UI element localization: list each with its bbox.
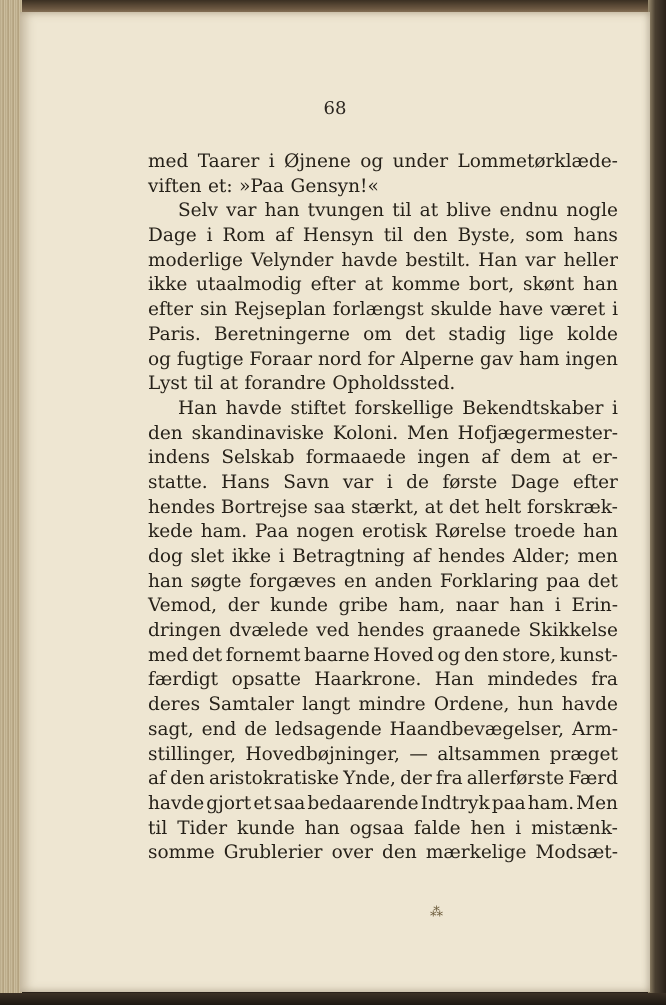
word: nogle bbox=[566, 200, 618, 222]
word: han bbox=[304, 817, 340, 839]
word: at bbox=[424, 496, 444, 518]
text-line bbox=[148, 446, 618, 471]
word: kunde bbox=[270, 595, 328, 617]
word: kunde bbox=[237, 817, 295, 839]
word: men bbox=[577, 546, 618, 567]
word: Hovedbøjninger, bbox=[245, 743, 400, 765]
word: over bbox=[331, 842, 373, 864]
word: i bbox=[612, 397, 618, 419]
word: været bbox=[550, 299, 606, 321]
word: Alder; bbox=[512, 546, 570, 567]
word: Samtaler bbox=[208, 694, 294, 716]
word: langt bbox=[302, 694, 351, 716]
text-line bbox=[148, 817, 618, 842]
word: Taarer bbox=[197, 151, 260, 172]
word: lige bbox=[519, 323, 554, 345]
word: til bbox=[148, 817, 168, 839]
word: helt bbox=[484, 496, 522, 518]
word: stillinger, bbox=[148, 743, 236, 765]
word: en bbox=[343, 570, 367, 592]
word: dvælede bbox=[229, 620, 309, 642]
text-line bbox=[148, 199, 618, 224]
word: have bbox=[498, 299, 544, 321]
word: ham, bbox=[398, 595, 446, 617]
word: ingen bbox=[565, 348, 618, 370]
page-number: 68 bbox=[323, 98, 347, 119]
word: Hoved bbox=[373, 644, 434, 666]
word: mærkelige bbox=[425, 842, 527, 864]
word: komme bbox=[391, 274, 461, 296]
word: forgæves bbox=[249, 570, 337, 592]
word: af bbox=[412, 546, 431, 567]
word: søgte bbox=[190, 570, 242, 592]
word: nord bbox=[317, 348, 362, 370]
word: gjort bbox=[206, 792, 252, 814]
text-line bbox=[148, 249, 618, 274]
word: Forklaring bbox=[439, 570, 539, 592]
word: i bbox=[515, 817, 522, 839]
word: sin bbox=[199, 299, 228, 321]
word: Bortrejse bbox=[220, 496, 308, 518]
text-line bbox=[148, 422, 618, 447]
word: falde bbox=[414, 817, 461, 839]
word: opsatte bbox=[231, 669, 301, 691]
word: bestilt. bbox=[405, 249, 471, 271]
word: tvungen bbox=[307, 200, 385, 222]
word: der bbox=[227, 595, 260, 617]
word: det bbox=[405, 323, 436, 345]
word: Savn bbox=[283, 471, 330, 493]
word: Ordene, bbox=[433, 694, 510, 716]
word: af bbox=[275, 225, 293, 247]
word: Tider bbox=[177, 817, 228, 839]
word: Betragtning bbox=[292, 546, 405, 567]
word: baarne bbox=[304, 644, 370, 666]
page-bottom-edge bbox=[0, 993, 666, 1005]
text-line bbox=[148, 471, 618, 496]
word: paa bbox=[491, 792, 526, 814]
text-line bbox=[148, 298, 618, 323]
word: skandinaviske bbox=[191, 422, 324, 444]
word: Ynde, bbox=[343, 768, 396, 790]
word: hendes bbox=[357, 620, 425, 642]
word: ingen bbox=[417, 447, 470, 469]
word: heller bbox=[563, 249, 618, 271]
word: viften bbox=[148, 175, 202, 197]
text-line bbox=[148, 397, 618, 422]
word: ikke bbox=[148, 274, 188, 296]
word: blive bbox=[446, 200, 492, 222]
word: Selv bbox=[178, 200, 218, 222]
word: saa bbox=[313, 496, 346, 518]
word: Lyst bbox=[148, 373, 188, 395]
word: han bbox=[509, 595, 545, 617]
word: efter bbox=[310, 274, 356, 296]
word: troede bbox=[514, 521, 576, 543]
word: Han bbox=[178, 397, 218, 419]
word: og bbox=[148, 348, 171, 370]
book-page bbox=[20, 12, 650, 992]
word: deres bbox=[148, 694, 201, 716]
word: fra bbox=[591, 669, 618, 691]
word: havde bbox=[341, 249, 398, 271]
word: var bbox=[342, 471, 374, 493]
word: dringen bbox=[148, 620, 222, 642]
word: Skikkelse bbox=[528, 620, 618, 642]
word: gav bbox=[479, 348, 514, 370]
word: bort, bbox=[469, 274, 515, 296]
word: efter bbox=[572, 471, 618, 493]
word: han bbox=[583, 274, 618, 296]
word: erotisk bbox=[361, 521, 427, 543]
word: Rejseplan bbox=[234, 299, 326, 321]
word: Haarkrone. bbox=[314, 669, 422, 691]
word: allerførste bbox=[466, 768, 565, 790]
word: den bbox=[382, 842, 417, 864]
text-line bbox=[148, 348, 618, 373]
word: »Paa bbox=[239, 175, 285, 197]
word: naar bbox=[455, 595, 499, 617]
word: ham bbox=[519, 348, 560, 370]
text-line bbox=[148, 545, 618, 570]
word: ogsaa bbox=[349, 817, 405, 839]
word: Rom bbox=[222, 225, 266, 247]
word: — bbox=[409, 743, 428, 765]
text-line bbox=[148, 570, 618, 595]
word: og bbox=[360, 151, 384, 172]
word: Alperne bbox=[400, 348, 475, 370]
word: i bbox=[386, 471, 393, 493]
binding-shadow bbox=[648, 0, 666, 1005]
word: havde bbox=[225, 397, 282, 419]
word: mindre bbox=[358, 694, 426, 716]
word: Paa bbox=[254, 521, 289, 543]
word: ved bbox=[316, 620, 350, 642]
word: Lommetørklæde- bbox=[457, 151, 618, 172]
word: Opholdssted. bbox=[332, 373, 456, 395]
word: ham. bbox=[200, 521, 248, 543]
word: den bbox=[148, 422, 183, 444]
word: forlængst bbox=[332, 299, 424, 321]
printer-mark: ⁂ bbox=[430, 905, 443, 920]
word: den bbox=[464, 644, 499, 666]
word: Rørelse bbox=[434, 521, 507, 543]
word: var bbox=[525, 249, 556, 271]
word: Han bbox=[478, 249, 518, 271]
text-line bbox=[148, 767, 618, 792]
word: med bbox=[148, 151, 189, 172]
word: at bbox=[419, 200, 439, 222]
word: store, bbox=[502, 644, 557, 666]
word: Gensyn!« bbox=[290, 175, 379, 197]
word: Selskab bbox=[221, 447, 295, 469]
word: forskellige bbox=[354, 397, 454, 419]
text-line bbox=[148, 150, 618, 175]
word: saa bbox=[273, 792, 306, 814]
word: det bbox=[587, 570, 618, 592]
word: den bbox=[412, 225, 448, 247]
word: for bbox=[367, 348, 395, 370]
word: Hofjægermester- bbox=[457, 422, 618, 444]
word: havde bbox=[561, 694, 618, 716]
word: det bbox=[191, 644, 223, 666]
word: altsammen bbox=[437, 743, 541, 765]
word: bedaarende bbox=[307, 792, 419, 814]
word: kede bbox=[148, 521, 193, 543]
word: hun bbox=[517, 694, 554, 716]
word: Dage bbox=[148, 225, 197, 247]
word: kunst- bbox=[559, 644, 618, 666]
word: et bbox=[253, 792, 272, 814]
word: aristokratiske bbox=[208, 768, 339, 790]
word: som bbox=[525, 225, 564, 247]
word: hen bbox=[470, 817, 506, 839]
word: fra bbox=[435, 768, 463, 790]
text-line bbox=[148, 323, 618, 348]
text-line bbox=[148, 644, 618, 669]
text-line bbox=[148, 372, 618, 397]
word: han bbox=[583, 521, 618, 543]
text-line bbox=[148, 175, 618, 200]
word: hans bbox=[573, 225, 618, 247]
word: graanede bbox=[432, 620, 521, 642]
word: til bbox=[383, 225, 403, 247]
word: det bbox=[448, 496, 480, 518]
word: efter bbox=[148, 299, 194, 321]
word: Paris. bbox=[148, 323, 201, 345]
word: utaalmodig bbox=[196, 274, 302, 296]
word: nogen bbox=[296, 521, 355, 543]
word: indens bbox=[148, 447, 211, 469]
word: i bbox=[268, 151, 275, 172]
word: Beretningerne bbox=[213, 323, 350, 345]
word: ham. bbox=[527, 792, 575, 814]
word: Indtryk bbox=[420, 792, 490, 814]
word: til bbox=[392, 200, 412, 222]
text-line bbox=[148, 718, 618, 743]
word: end bbox=[201, 718, 237, 740]
word: Færd bbox=[568, 768, 618, 790]
word: dem bbox=[510, 447, 551, 469]
word: Dage bbox=[510, 471, 560, 493]
word: er- bbox=[591, 447, 618, 469]
word: hendes bbox=[148, 496, 216, 518]
text-line bbox=[148, 594, 618, 619]
word: fugtige bbox=[176, 348, 244, 370]
word: første bbox=[442, 471, 498, 493]
word: stiftet bbox=[290, 397, 346, 419]
word: præget bbox=[549, 743, 618, 765]
word: paa bbox=[546, 570, 581, 592]
word: i bbox=[206, 225, 213, 247]
word: dog bbox=[148, 546, 183, 567]
word: stærkt, bbox=[351, 496, 419, 518]
word: han bbox=[148, 570, 183, 592]
word: stadig bbox=[448, 323, 506, 345]
word: forskræk- bbox=[527, 496, 618, 518]
word: skulde bbox=[430, 299, 492, 321]
word: somme bbox=[148, 842, 215, 864]
word: gribe bbox=[338, 595, 389, 617]
word: Arm- bbox=[571, 718, 618, 740]
word: forandre bbox=[244, 373, 326, 395]
word: med bbox=[148, 644, 189, 666]
word: Men bbox=[406, 422, 449, 444]
word: i bbox=[554, 595, 561, 617]
word: Grublerier bbox=[223, 842, 323, 864]
text-line bbox=[148, 224, 618, 249]
text-line bbox=[148, 693, 618, 718]
page-stack-edge bbox=[0, 0, 22, 1005]
text-line bbox=[148, 841, 618, 866]
word: Han bbox=[434, 669, 474, 691]
word: Byste, bbox=[457, 225, 516, 247]
word: at bbox=[364, 274, 383, 296]
word: og bbox=[437, 644, 461, 666]
word: ikke bbox=[231, 546, 272, 567]
word: at bbox=[219, 373, 239, 395]
word: sagt, bbox=[148, 718, 194, 740]
text-line bbox=[148, 273, 618, 298]
word: af bbox=[481, 447, 500, 469]
word: de bbox=[406, 471, 429, 493]
word: Hensyn bbox=[302, 225, 374, 247]
word: den bbox=[170, 768, 205, 790]
word: færdigt bbox=[148, 669, 219, 691]
word: de bbox=[244, 718, 268, 740]
word: et: bbox=[207, 175, 233, 197]
body-text bbox=[148, 150, 618, 866]
word: statte. bbox=[148, 471, 208, 493]
word: Modsæt- bbox=[535, 842, 618, 864]
word: skønt bbox=[523, 274, 575, 296]
word: formaaede bbox=[305, 447, 406, 469]
word: i bbox=[612, 299, 618, 321]
word: Foraar bbox=[249, 348, 313, 370]
word: Men bbox=[576, 792, 618, 814]
text-line bbox=[148, 743, 618, 768]
word: i bbox=[278, 546, 285, 567]
word: endnu bbox=[499, 200, 559, 222]
word: af bbox=[148, 768, 166, 790]
word: mistænk- bbox=[531, 817, 618, 839]
word: Velynder bbox=[250, 249, 334, 271]
word: anden bbox=[374, 570, 433, 592]
word: der bbox=[400, 768, 432, 790]
word: om bbox=[363, 323, 392, 345]
word: moderlige bbox=[148, 249, 243, 271]
word: kolde bbox=[566, 323, 618, 345]
word: Haandbevægelser, bbox=[389, 718, 565, 740]
word: Øjnene bbox=[284, 151, 351, 172]
word: under bbox=[392, 151, 449, 172]
word: slet bbox=[190, 546, 225, 567]
word: Koloni. bbox=[332, 422, 399, 444]
word: Vemod, bbox=[148, 595, 218, 617]
word: hendes bbox=[438, 546, 506, 567]
text-line bbox=[148, 520, 618, 545]
text-line bbox=[148, 496, 618, 521]
text-line bbox=[148, 668, 618, 693]
word: ledsagende bbox=[274, 718, 382, 740]
word: var bbox=[226, 200, 257, 222]
word: han bbox=[264, 200, 300, 222]
word: til bbox=[193, 373, 214, 395]
word: fornemt bbox=[225, 644, 301, 666]
text-line bbox=[148, 619, 618, 644]
word: havde bbox=[148, 792, 205, 814]
word: Erin- bbox=[571, 595, 618, 617]
word: mindedes bbox=[487, 669, 578, 691]
text-line bbox=[148, 792, 618, 817]
word: Bekendtskaber bbox=[462, 397, 604, 419]
word: Hans bbox=[221, 471, 270, 493]
word: at bbox=[562, 447, 581, 469]
